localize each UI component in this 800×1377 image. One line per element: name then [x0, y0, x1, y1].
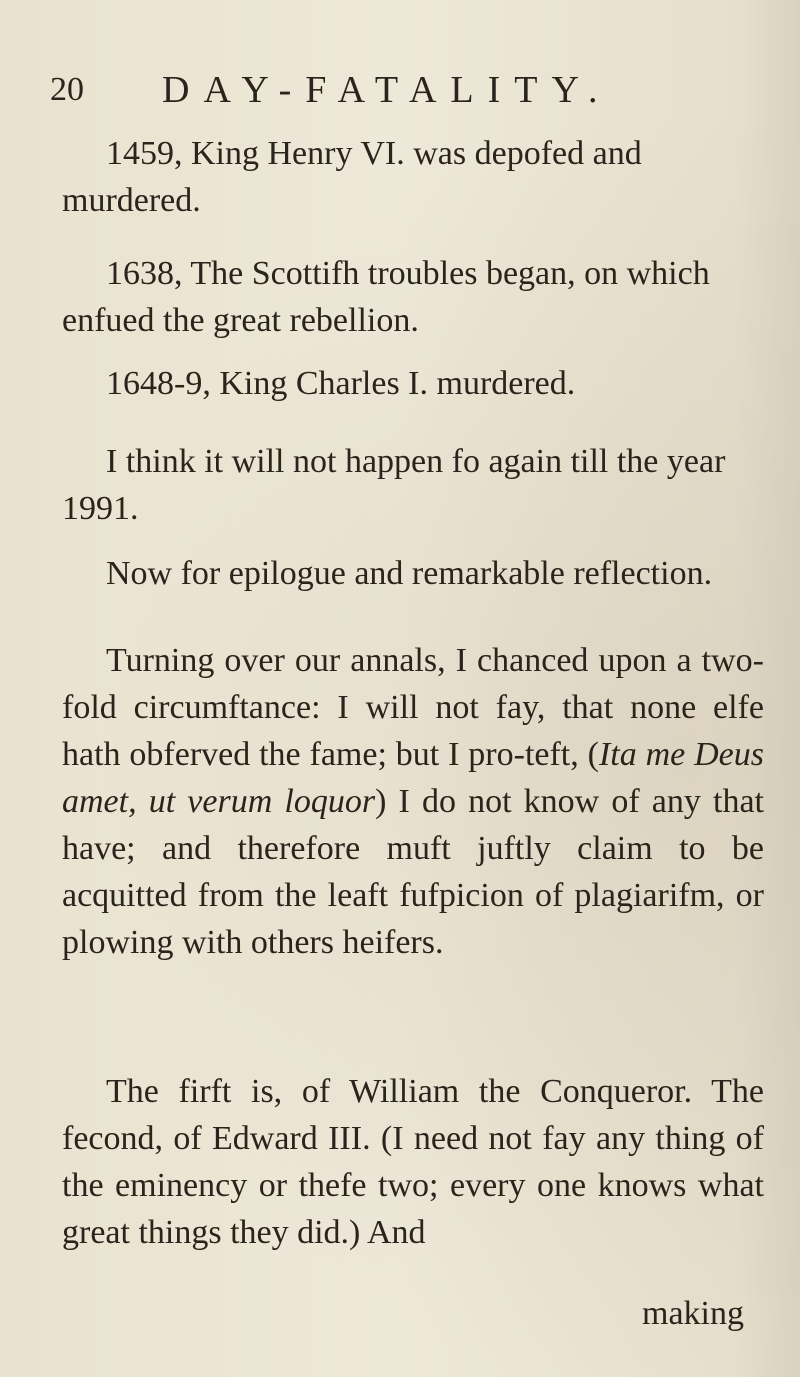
catchword: making	[642, 1295, 744, 1332]
paragraph-text-part: Turning over our annals, I chanced upon a two-fold circumftance: I will not fay, that none elfe hath obferved the fame; but I pro-teft, (	[62, 642, 764, 773]
entry-text: 1459, King Henry VI. was depofed and murdered.	[62, 135, 642, 219]
latin-quotation: Ita me Deus amet, ut verum loquor	[62, 736, 764, 820]
entry-text: I think it will not happen fo again till the year 1991.	[62, 443, 726, 527]
paragraph-conqueror	[62, 1068, 764, 1256]
running-head: DAY-FATALITY.	[162, 69, 612, 111]
paragraph-annals	[62, 637, 764, 966]
epilogue-heading: Now for epilogue and remarkable reflection.	[106, 555, 713, 592]
entry-1459	[62, 130, 762, 224]
entry-text: 1648-9, King Charles I. murdered.	[106, 365, 576, 402]
entry-text: 1638, The Scottifh troubles began, on which enfued the great rebellion.	[62, 255, 710, 339]
entry-1638	[62, 250, 762, 344]
page-number: 20	[50, 71, 84, 108]
paragraph-text: The firft is, of William the Conqueror. The fecond, of Edward III. (I need not fay any thing of the eminency or thefe two; every one knows what great things they did.) And	[62, 1073, 764, 1251]
entry-1648	[62, 360, 762, 407]
paragraph-text-part: ) I do not know of any that have; and therefore muft juftly claim to be acquitted from the leaft fufpicion of plagiarifm, or plowing with others heifers.	[62, 783, 764, 961]
entry-1991-prediction	[62, 438, 762, 532]
page-header	[50, 60, 770, 120]
paragraph-text	[62, 637, 764, 966]
